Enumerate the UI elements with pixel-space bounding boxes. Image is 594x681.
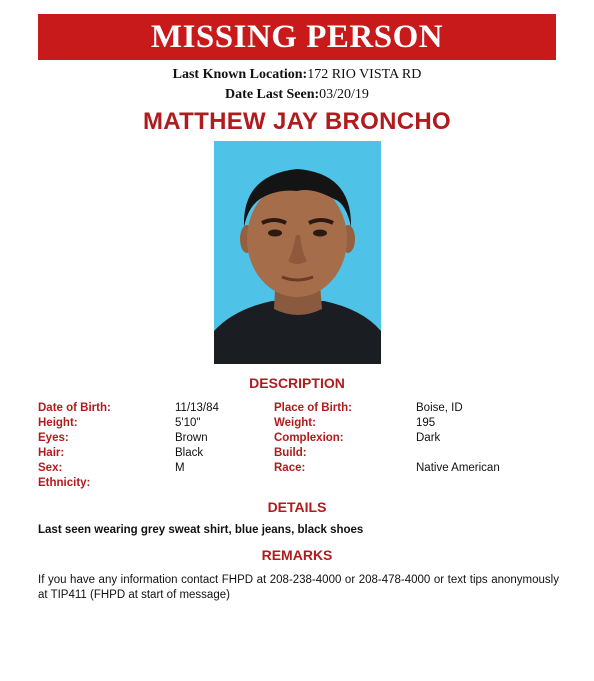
location-value: 172 RIO VISTA RD: [307, 67, 422, 82]
hair-value: Black: [175, 447, 204, 459]
eyes-value: Brown: [175, 432, 208, 444]
ethnicity-label: Ethnicity:: [38, 477, 91, 489]
complexion-value: Dark: [416, 432, 441, 444]
eyes-label: Eyes:: [38, 432, 69, 444]
sex-value: M: [175, 462, 185, 474]
remarks-heading: REMARKS: [261, 547, 333, 563]
remarks-text: If you have any information contact FHPD at 208-238-4000 or 208-478-4000 or text tips anonymously at TIP411 (FHPD at start of message): [38, 574, 559, 601]
pob-value: Boise, ID: [416, 402, 463, 414]
build-label: Build:: [274, 447, 307, 459]
height-label: Height:: [38, 417, 78, 429]
hair-label: Hair:: [38, 447, 65, 459]
date-seen-label: Date Last Seen:: [225, 87, 320, 102]
dob-value: 11/13/84: [175, 402, 219, 414]
dob-label: Date of Birth:: [38, 402, 111, 414]
person-photo: [214, 141, 381, 364]
description-heading: DESCRIPTION: [249, 375, 345, 391]
person-name: MATTHEW JAY BRONCHO: [143, 108, 451, 135]
location-label: Last Known Location:: [172, 67, 308, 82]
race-label: Race:: [274, 462, 306, 474]
details-heading: DETAILS: [267, 499, 327, 515]
weight-value: 195: [416, 417, 436, 429]
weight-label: Weight:: [274, 417, 316, 429]
race-value: Native American: [416, 462, 500, 474]
date-seen-value: 03/20/19: [319, 87, 369, 102]
date-last-seen: [0, 87, 594, 103]
missing-person-banner: MISSING PERSON: [38, 14, 556, 60]
sex-label: Sex:: [38, 462, 63, 474]
complexion-label: Complexion:: [274, 432, 344, 444]
pob-label: Place of Birth:: [274, 402, 352, 414]
details-text: Last seen wearing grey sweat shirt, blue jeans, black shoes: [38, 524, 364, 536]
height-value: 5'10": [175, 417, 201, 429]
person-photo-illustration: [214, 141, 381, 364]
last-known-location: [0, 67, 594, 83]
